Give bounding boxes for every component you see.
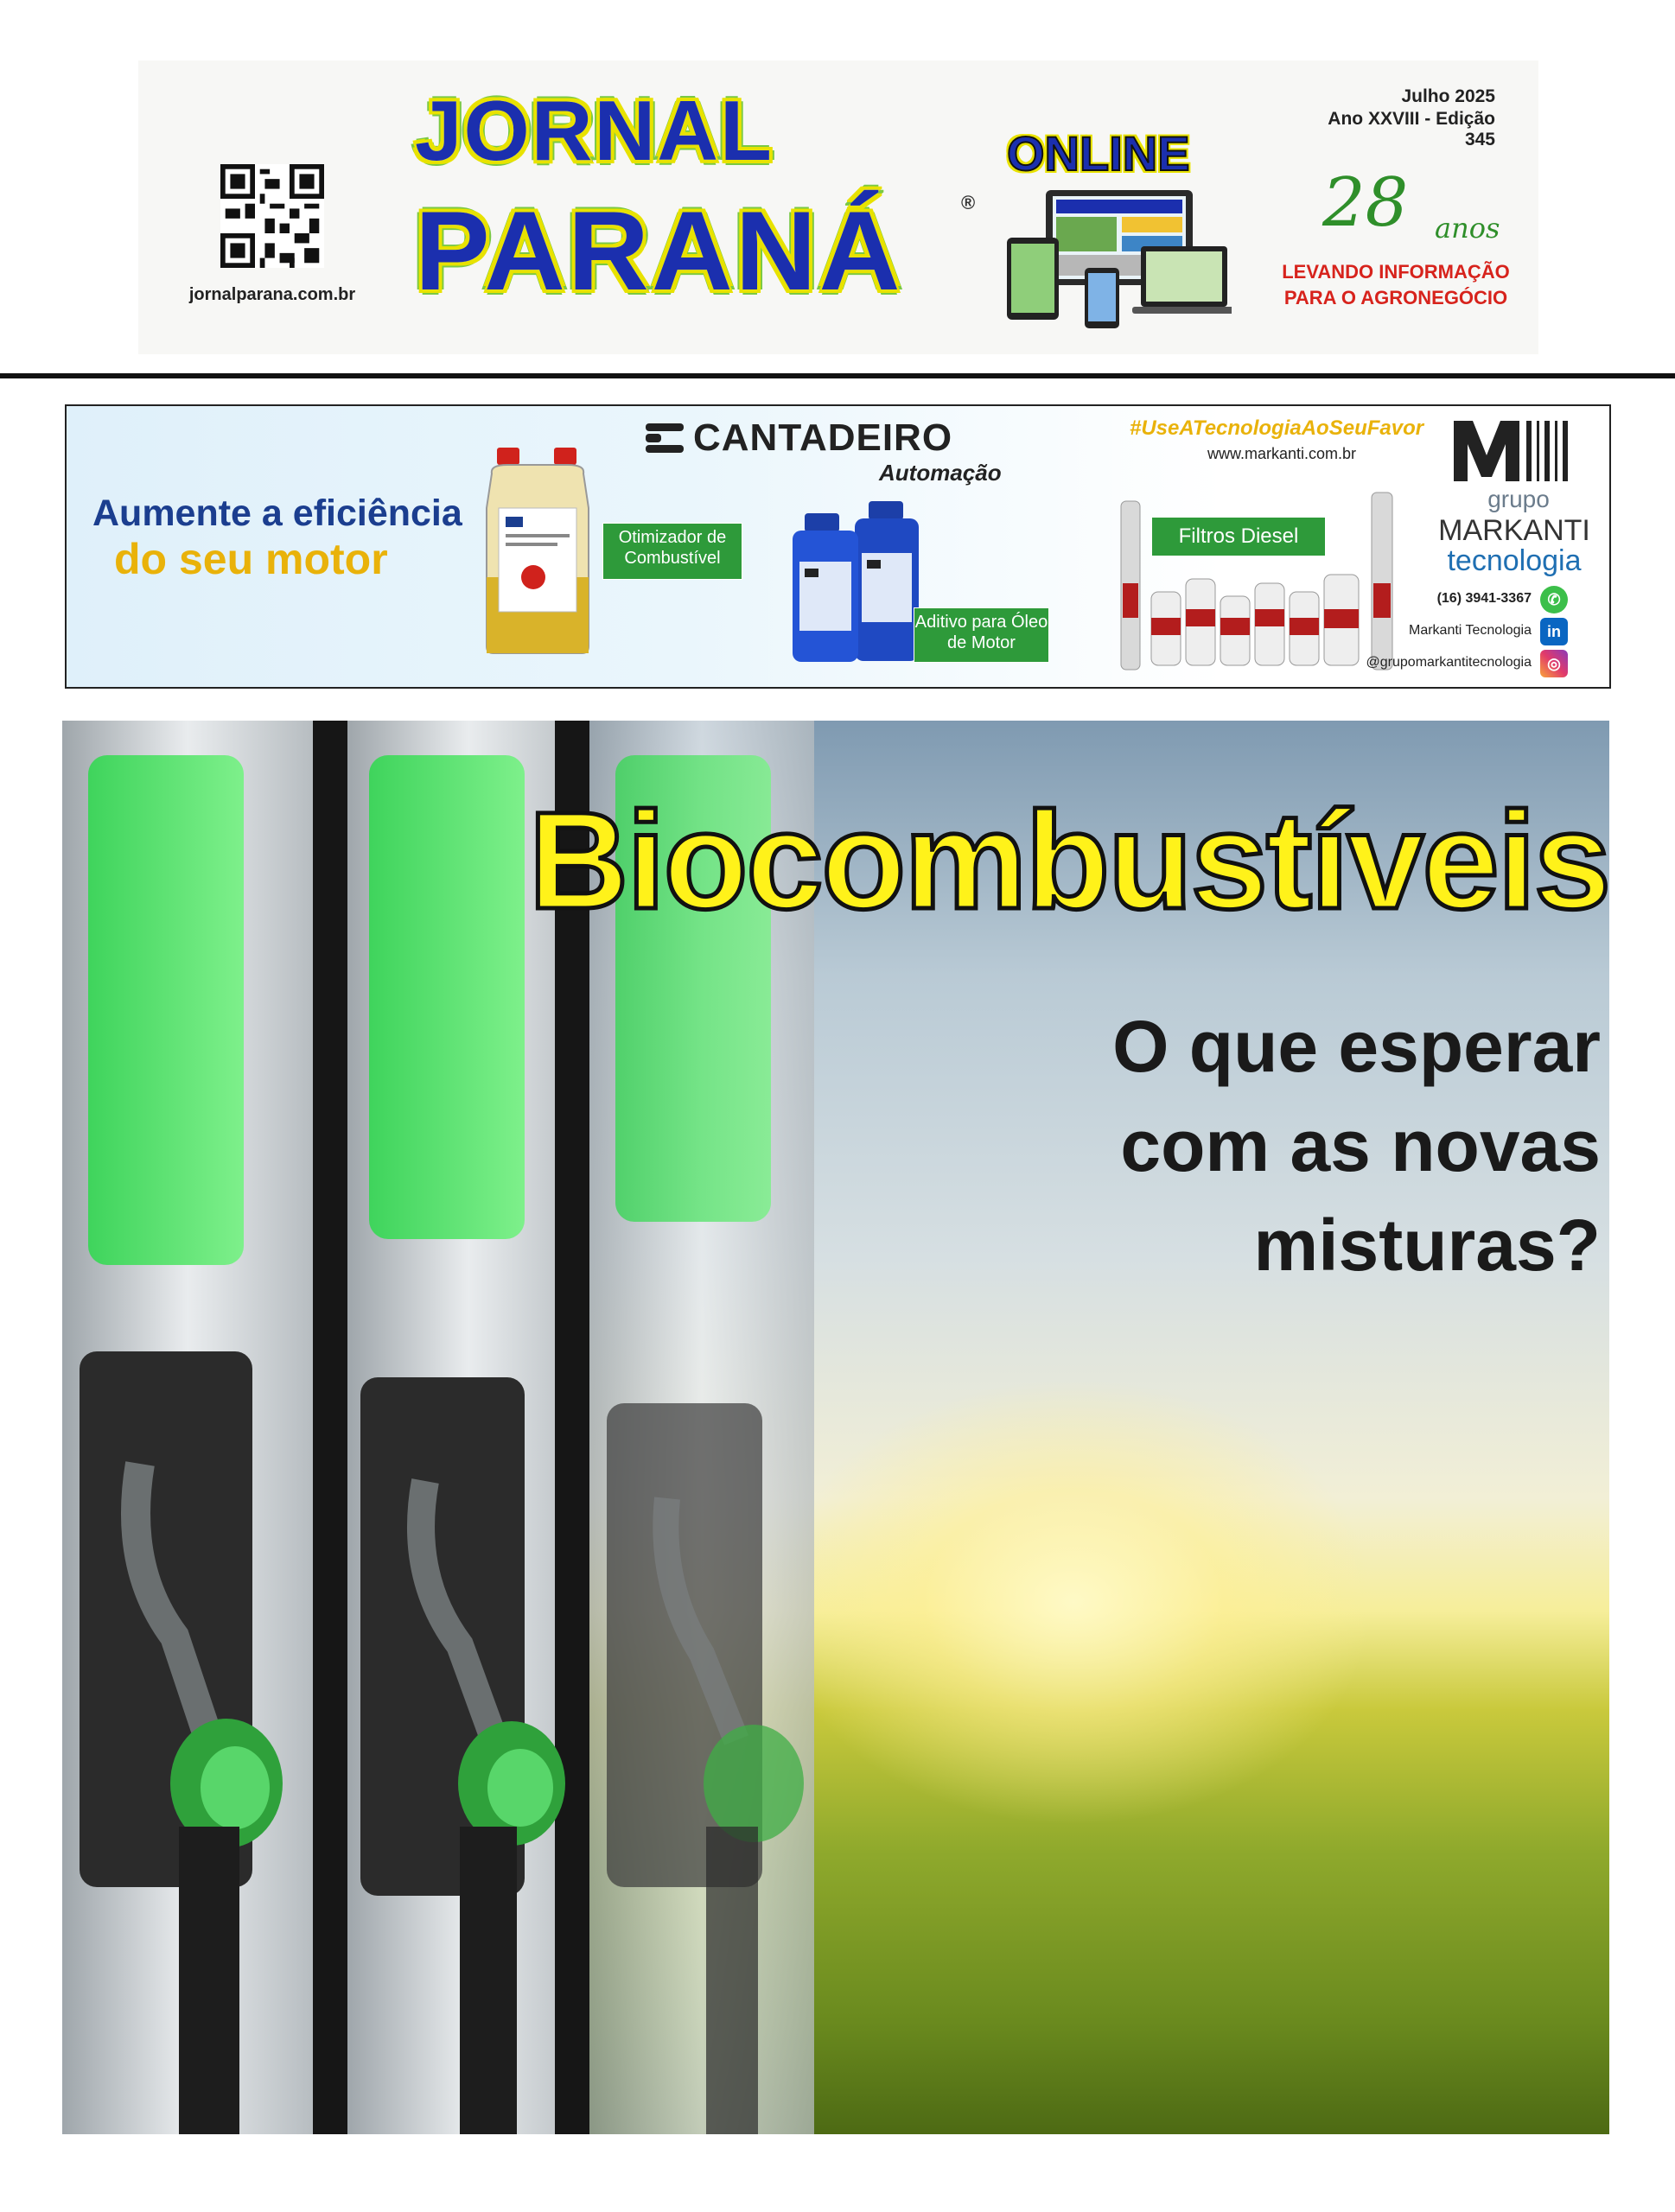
cover-headline: Biocombustíveis [528, 783, 1609, 938]
tagline [1279, 259, 1513, 311]
linkedin-icon[interactable]: in [1540, 618, 1568, 645]
product-label-filters: Filtros Diesel [1151, 517, 1326, 556]
instagram-icon[interactable]: ◎ [1540, 650, 1568, 677]
fuel-optimizer-bottle-icon [481, 448, 594, 655]
tagline-line: LEVANDO INFORMAÇÃO [1282, 261, 1510, 283]
registered-mark: ® [961, 192, 976, 213]
devices-icon [1003, 186, 1232, 333]
ad-headline-highlight: do seu motor [114, 535, 388, 583]
issue-edition: Ano XXVIII - Edição 345 [1328, 109, 1495, 149]
contact-phone[interactable]: (16) 3941-3367 [1436, 591, 1532, 606]
anniversary-number: 28 [1322, 164, 1409, 242]
markanti-logo-icon [1454, 416, 1570, 481]
oil-additive-bottle-icon [793, 501, 922, 665]
logo-jornal: JORNAL [415, 83, 774, 178]
ad-website-link[interactable]: www.markanti.com.br [1207, 445, 1357, 462]
contact-instagram[interactable]: @grupomarkantitecnologia [1366, 655, 1532, 670]
subheadline-line: O que esperar [1112, 1006, 1601, 1087]
subheadline-line: misturas? [1253, 1205, 1601, 1286]
contact-linkedin[interactable]: Markanti Tecnologia [1408, 623, 1532, 638]
whatsapp-icon[interactable]: ✆ [1540, 586, 1568, 613]
qr-code-icon[interactable] [220, 164, 324, 268]
ad-brand: CANTADEIRO [693, 416, 953, 459]
anniversary-word: anos [1435, 212, 1500, 245]
ad-hashtag: #UseATecnologiaAoSeuFavor [1130, 416, 1424, 440]
partner-name: MARKANTI [1438, 514, 1590, 547]
partner-grupo: grupo [1487, 486, 1550, 512]
product-label-additive: Aditivo para Óleo de Motor [914, 607, 1049, 663]
issue-date: Julho 2025 [1401, 86, 1495, 106]
online-label: ONLINE [1007, 126, 1190, 181]
tagline-line: PARA O AGRONEGÓCIO [1283, 287, 1508, 308]
advertisement-banner[interactable] [65, 404, 1611, 689]
cantadeiro-logo-icon [646, 423, 684, 453]
subheadline-line: com as novas [1120, 1105, 1601, 1186]
site-url[interactable]: jornalparana.com.br [188, 285, 356, 304]
ad-brand-sub: Automação [879, 460, 1002, 486]
logo-parana: PARANÁ [415, 188, 903, 314]
product-label-optimizer: Otimizador de Combustível [602, 523, 742, 580]
ad-headline: Aumente a eficiência [92, 493, 462, 534]
masthead-divider [0, 373, 1675, 378]
cover-subheadline [840, 997, 1601, 1295]
cover-photo [62, 721, 1609, 2134]
partner-tecnologia: tecnologia [1447, 544, 1582, 577]
